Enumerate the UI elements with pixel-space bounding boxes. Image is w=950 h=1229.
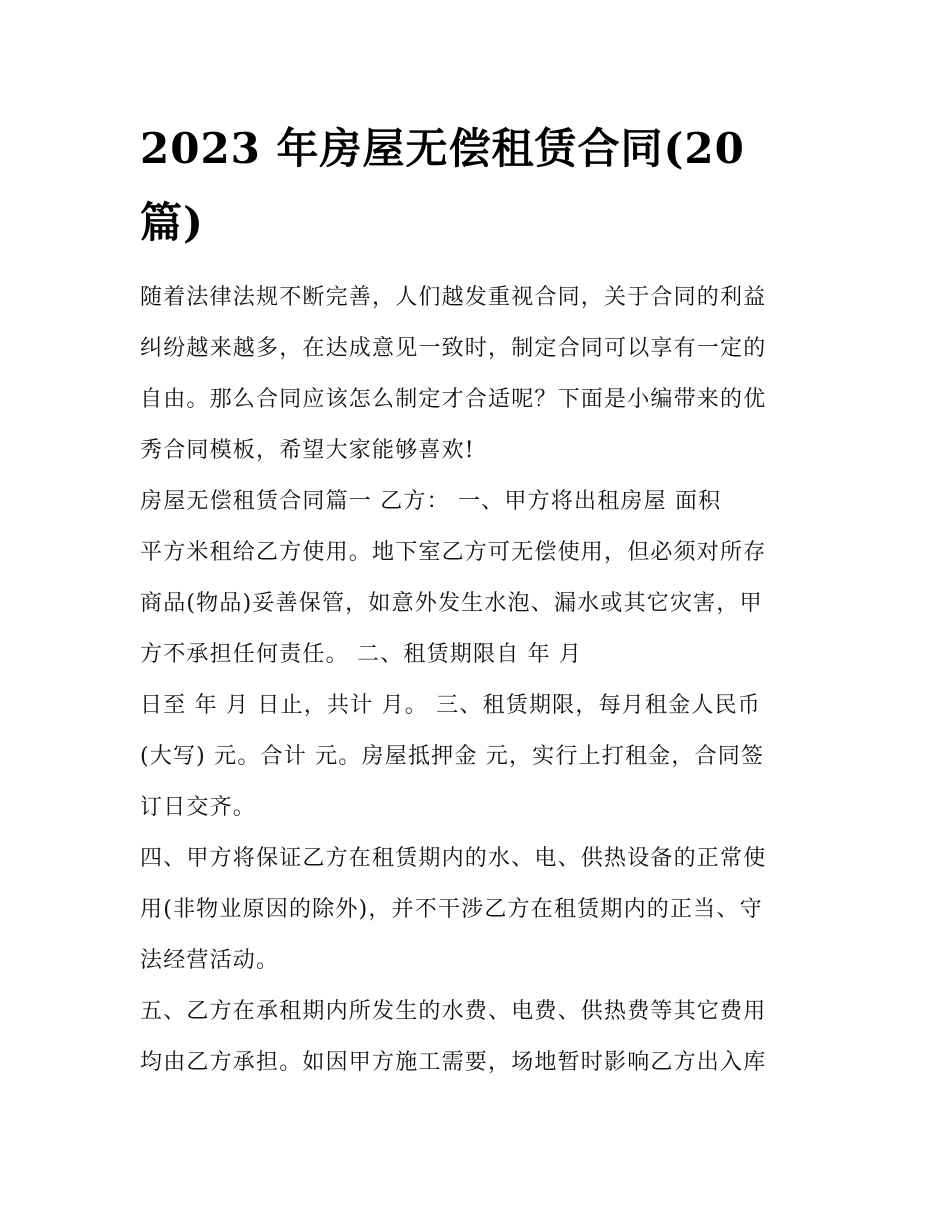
- title-line: 2023 年房屋无偿租赁合同(20: [140, 124, 745, 173]
- document-title: [140, 112, 812, 260]
- text-line: 均由乙方承担。如因甲方施工需要，场地暂时影响乙方出入库: [140, 1050, 767, 1075]
- text-line: (大写) 元。合计 元。房屋抵押金 元，实行上打租金，合同签: [140, 744, 765, 769]
- document-body: [140, 272, 812, 1088]
- text-line: 房屋无偿租赁合同篇一 乙方： 一、甲方将出租房屋 面积: [140, 489, 722, 514]
- text-line: 法经营活动。: [140, 948, 280, 973]
- document-page: [140, 112, 812, 1088]
- title-line: 篇): [140, 198, 204, 247]
- text-line: 五、乙方在承租期内所发生的水费、电费、供热费等其它费用: [140, 999, 767, 1024]
- text-line: 商品(物品)妥善保管，如意外发生水泡、漏水或其它灾害，甲: [140, 591, 763, 616]
- text-line: 订日交齐。: [140, 795, 257, 820]
- text-line: 日至 年 月 日止，共计 月。 三、租赁期限，每月租金人民币: [140, 693, 761, 718]
- text-line: 平方米租给乙方使用。地下室乙方可无偿使用，但必须对所存: [140, 540, 767, 565]
- text-line: 自由。那么合同应该怎么制定才合适呢？下面是小编带来的优: [140, 387, 767, 412]
- text-line: 随着法律法规不断完善，人们越发重视合同，关于合同的利益: [140, 285, 767, 310]
- text-line: 四、甲方将保证乙方在租赁期内的水、电、供热设备的正常使: [140, 846, 767, 871]
- text-line: 纠纷越来越多，在达成意见一致时，制定合同可以享有一定的: [140, 336, 767, 361]
- text-line: 秀合同模板，希望大家能够喜欢!: [140, 438, 475, 463]
- text-line: 用(非物业原因的除外)，并不干涉乙方在租赁期内的正当、守: [140, 897, 763, 922]
- text-line: 方不承担任何责任。 二、租赁期限自 年 月: [140, 642, 583, 667]
